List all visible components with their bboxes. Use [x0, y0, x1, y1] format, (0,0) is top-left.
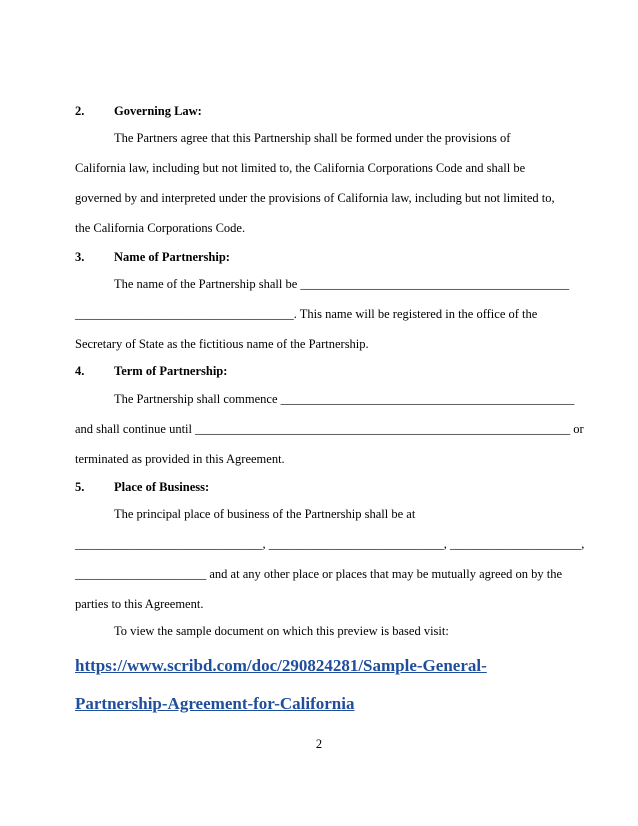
- section-5-line-1: The principal place of business of the Partnership shall be at: [114, 507, 416, 521]
- section-3-line-1: The name of the Partnership shall be ___________________________________________: [114, 277, 570, 291]
- section-3-heading: Name of Partnership:: [114, 250, 230, 264]
- section-3-line-2: ___________________________________. This name will be registered in the office of the: [75, 307, 538, 321]
- section-5-number: 5.: [75, 480, 85, 494]
- section-4-line-1: The Partnership shall commence _______________________________________________: [114, 392, 575, 406]
- section-3-number: 3.: [75, 250, 85, 264]
- section-2-number: 2.: [75, 104, 85, 118]
- section-3-line-3: Secretary of State as the fictitious name of the Partnership.: [75, 337, 369, 351]
- section-2-line-2: California law, including but not limited to, the California Corporations Code and shall be: [75, 161, 526, 175]
- section-5-line-2: ______________________________, ____________________________, _____________________,: [75, 537, 585, 551]
- section-4-line-3: terminated as provided in this Agreement.: [75, 452, 285, 466]
- section-2-line-1: The Partners agree that this Partnership shall be formed under the provisions of: [114, 131, 511, 145]
- section-5-heading: Place of Business:: [114, 480, 210, 494]
- section-5-line-3: _____________________ and at any other place or places that may be mutually agreed on by the: [75, 567, 563, 581]
- section-2-line-4: the California Corporations Code.: [75, 221, 246, 235]
- section-4-heading: Term of Partnership:: [114, 364, 228, 378]
- section-2-heading: Governing Law:: [114, 104, 202, 118]
- section-5-line-4: parties to this Agreement.: [75, 597, 204, 611]
- scribd-link-line-1[interactable]: https://www.scribd.com/doc/290824281/Sample-General-: [75, 656, 487, 675]
- section-4-number: 4.: [75, 364, 85, 378]
- page-number: 2: [315, 737, 323, 751]
- section-2-line-3: governed by and interpreted under the provisions of California law, including but not limited to,: [75, 191, 555, 205]
- preview-note: To view the sample document on which this preview is based visit:: [114, 624, 449, 638]
- scribd-link-line-2[interactable]: Partnership-Agreement-for-California: [75, 694, 355, 713]
- section-4-line-2: and shall continue until ____________________________________________________________ or: [75, 422, 584, 436]
